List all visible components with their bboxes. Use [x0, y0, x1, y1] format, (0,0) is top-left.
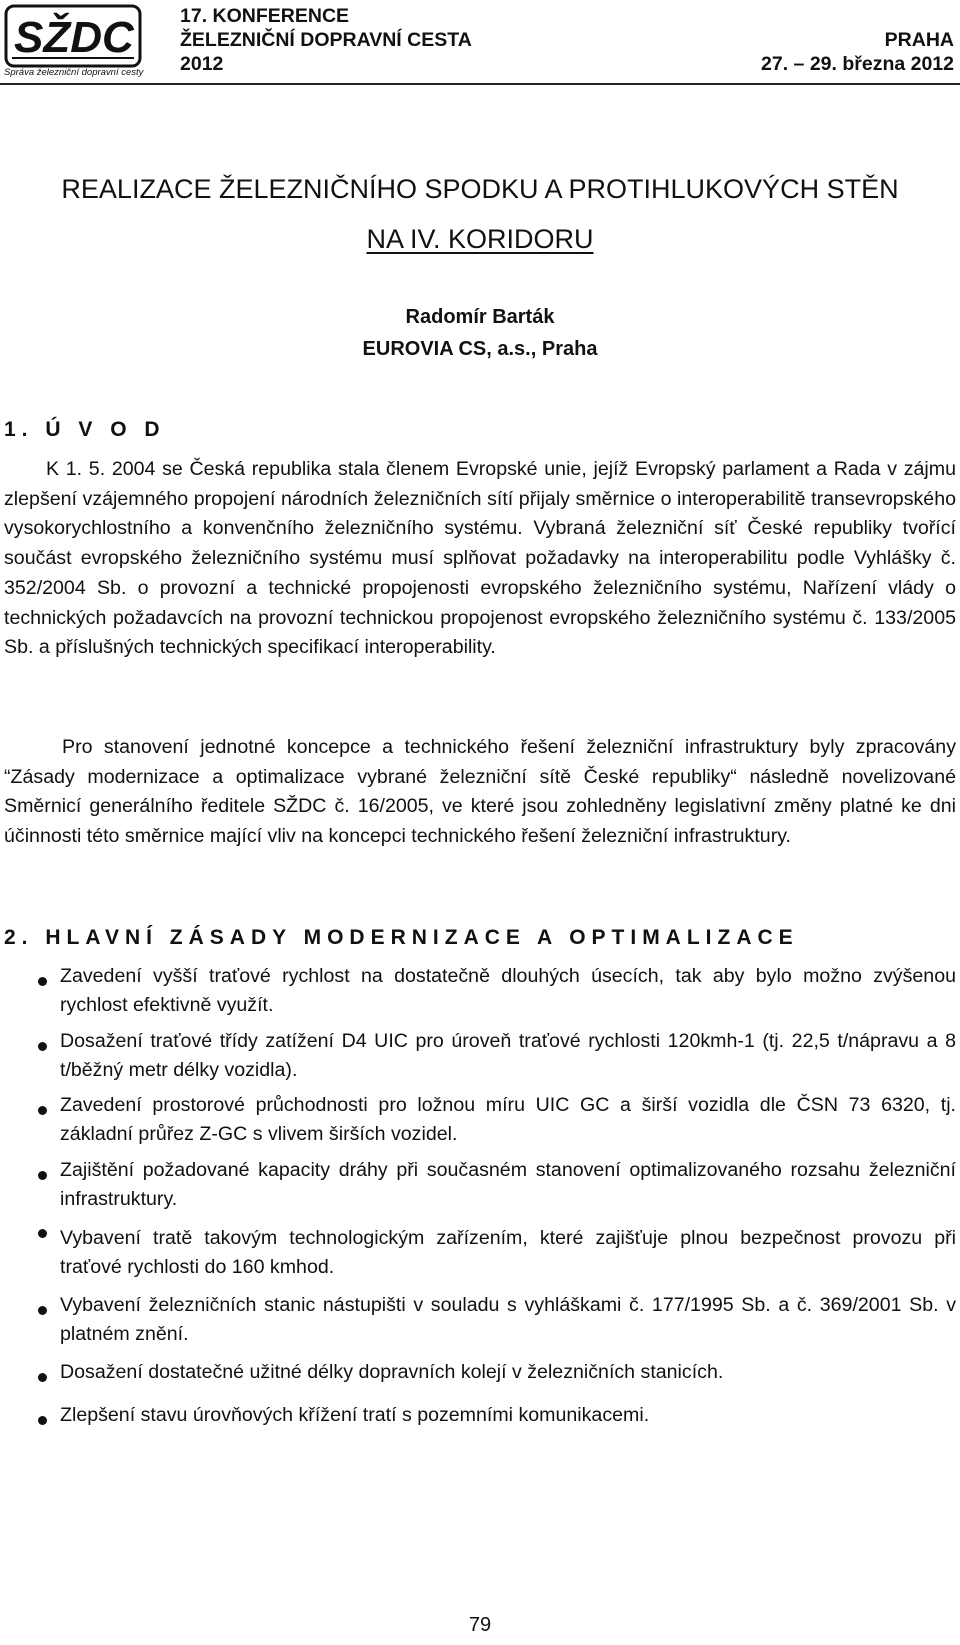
bullet-icon [38, 1373, 47, 1382]
paper-title-line-1: REALIZACE ŽELEZNIČNÍHO SPODKU A PROTIHLUKOVÝCH STĚN [61, 174, 899, 204]
list-item: Zajištění požadované kapacity dráhy při současném stanovení optimalizovaného rozsahu železniční infrastruktury. [60, 1159, 956, 1210]
conference-name [180, 4, 472, 76]
bullet-icon [38, 1042, 47, 1051]
list-item: Zlepšení stavu úrovňových křížení tratí s pozemními komunikacemi. [60, 1404, 650, 1426]
conference-place-date [761, 28, 954, 76]
logo-caption: Správa železniční dopravní cesty [4, 67, 144, 78]
bullet-icon [38, 1229, 47, 1238]
list-item: Vybavení železničních stanic nástupišti v souladu s vyhláškami č. 177/1995 Sb. a č. 369/2001 Sb. v platném znění. [60, 1294, 956, 1345]
paper-title-line-2: NA IV. KORIDORU [366, 224, 594, 254]
bullet-icon [38, 1416, 47, 1425]
section-1-heading: 1. Ú V O D [4, 418, 166, 441]
list-item: Dosažení traťové třídy zatížení D4 UIC pro úroveň traťové rychlosti 120kmh-1 (tj. 22,5 t/nápravu a 8 t/běžný metr délky vozidla). [60, 1030, 956, 1081]
list-item: Vybavení tratě takovým technologickým zařízením, které zajišťuje plnou bezpečnost provozu při traťové rychlosti do 160 kmhod. [60, 1227, 956, 1278]
list-item: Zavedení prostorové průchodnosti pro ložnou míru UIC GC a širší vozidla dle ČSN 73 6320, tj. základní průřez Z-GC s vlivem širších vozidel. [60, 1094, 956, 1145]
author-name: Radomír Barták [405, 306, 555, 328]
conference-line-1: 17. KONFERENCE [180, 5, 350, 27]
header-divider [0, 83, 960, 85]
svg-text:SŽDC: SŽDC [14, 13, 134, 62]
section-1-paragraph-1: K 1. 5. 2004 se Česká republika stala členem Evropské unie, jejíž Evropský parlament a Rada v zájmu zlepšení vzájemného propojení národních železničních sítí přijaly směrnice o interoperabilitě transevropského vysokorychlostního a konvenčního železničního systému. Vybraná železniční síť České republiky tvořící součást evropského železničního systému musí splňovat požadavky na interoperabilitu podle Vyhlášky č. 352/2004 Sb. o provozní a technické propojenosti evropského železničního systému, Nařízení vlády o technických požadavcích na provozní technickou propojenost evropského železničního systému č. 133/2005 Sb. a příslušných technických specifikací interoperability. [4, 458, 956, 659]
conference-city: PRAHA [884, 29, 954, 51]
list-item: Zavedení vyšší traťové rychlost na dostatečně dlouhých úsecích, tak aby bylo možno zvýšenou rychlost efektivně využít. [60, 965, 956, 1016]
conference-dates: 27. – 29. března 2012 [761, 53, 954, 75]
conference-line-2: ŽELEZNIČNÍ DOPRAVNÍ CESTA [180, 29, 472, 51]
page-number: 79 [468, 1614, 492, 1636]
author-affiliation: EUROVIA CS, a.s., Praha [362, 338, 598, 360]
bullet-icon [38, 977, 47, 986]
bullet-icon [38, 1171, 47, 1180]
page-header [0, 0, 960, 88]
bullet-icon [38, 1306, 47, 1315]
section-1-paragraph-2: Pro stanovení jednotné koncepce a technického řešení železniční infrastruktury byly zpracovány “Zásady modernizace a optimalizace vybrané železniční sítě České republiky“ následně novelizované Směrnicí generálního ředitele SŽDC č. 16/2005, ve které jsou zohledněny legislativní změny platné ke dni účinnosti této směrnice mající vliv na koncepci technického řešení železniční infrastruktury. [4, 736, 956, 848]
bullet-icon [38, 1106, 47, 1115]
section-2-heading: 2. HLAVNÍ ZÁSADY MODERNIZACE A OPTIMALIZACE [4, 926, 799, 949]
conference-year: 2012 [180, 53, 224, 75]
list-item: Dosažení dostatečné užitné délky dopravních kolejí v železničních stanicích. [60, 1361, 724, 1383]
